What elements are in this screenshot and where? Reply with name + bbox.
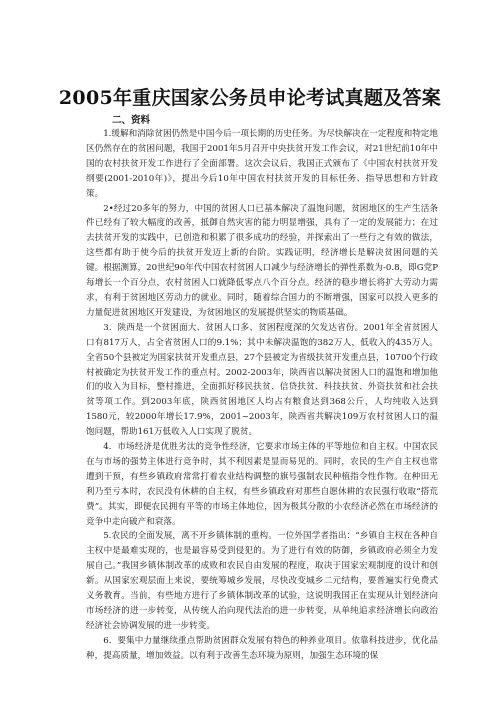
paragraph-3: 3．陕西是一个贫困面大、贫困人口多、贫困程度深的欠发达省份。2001年全省贫困人口有817万人，占全省贫困人口的9.1%；其中未解决温饱的382万人，低收入的435万人。全省50个县被定为国家扶贫开发重点县，27个县被定为省级扶贫开发重点县，10700个行政村被确定为扶贫开发工作的重点村。2002-2003年，陕西省以解决贫困人口的温饱和增加他们的收入为目标，整村推进，全面抓好移民扶贫、信贷扶贫、科技扶贫、外资扶贫和社会扶贫等项工作。到2003年底，陕西贫困地区人均占有粮食达到368公斤，人均纯收入达到1580元，较2000年增长17.9%，2001~2003年，陕西省共解决109万农村贫困人口的温饱问题，帮助161万低收入人口实现了脱贫。 bbox=[86, 322, 438, 438]
section-heading: 二、资料 bbox=[112, 115, 151, 126]
paragraph-1: 1.缓解和消除贫困仍然是中国今后一项长期的历史任务。为尽快解决在一定程度和特定地区仍然存在的贫困问题，我国于2001年5月召开中央扶贫开发工作会议，对21世纪前10年中国的农村扶贫开发工作进行了全面部署。这次会议后，我国正式颁布了《中国农村扶贫开发纲要(2001-2010年)》，提出今后10年中国农村扶贫开发的目标任务、指导思想和方针政策。 bbox=[86, 129, 438, 199]
document-title: 2005年重庆国家公务员申论考试真题及答案 bbox=[58, 87, 442, 109]
paragraph-6: 6．要集中力量继续重点帮助贫困群众发展有特色的种养业项目。依靠科技进步，优化品种，提高质量，增加效益。以有利于改善生态环境为原则，加强生态环境的保 bbox=[86, 635, 438, 661]
paragraph-2: 2•经过20多年的努力，中国的贫困人口已基本解决了温饱问题，贫困地区的生产生活条件已经有了较大幅度的改善，抵御自然灾害的能力明显增强，具有了一定的发展能力；在过去扶贫开发的实践中，已创造和积累了很多成功的经验，并探索出了一些行之有效的做法，这些都有助于使今后的扶贫开发迈上新的台阶。实践证明，经济增长是解决贫困问题的关键。根据测算，20世纪90年代中国农村贫困人口减少与经济增长的弹性系数为-0.8，即G党P每增长一个百分点，农村贫困人口就降低零点八个百分点。经济的稳步增长将扩大劳动力需求，有利于贫困地区劳动力的就业。同时，随着综合国力的不断增强，国家可以投入更多的力量促进贫困地区开发建设，为贫困地区的发展提供坚实的物质基础。 bbox=[86, 203, 438, 318]
paragraph-4: 4．市场经济是优胜劣汰的竞争性经济，它要求市场主体的平等地位和自主权。中国农民在与市场的强势主体进行竞争时，其不利因素是显而易见的。同时，农民的生产自主权也常遭到干预，有些乡镇政府常常打着农业结构调整的旗号强制农民种植指令性作物。在种田无利乃至亏本时，农民没有休耕的自主权，有些乡镇政府对那些自愿休耕的农民强行收取“搭荒费”。其实，即便农民拥有平等的市场主体地位，因为极其分散的小农经济必然在市场经济的竞争中走向破产和衰落。 bbox=[86, 442, 438, 527]
paragraph-5: 5.农民的全面发展，离不开乡镇体制的重构。一位外国学者指出：“乡镇自主权在各种自主权中是最难实现的，也是最容易受到侵犯的。为了进行有效的防御，乡镇政府必须全力发展自己。”我国乡镇体制改革的成败和农民自由发展的程度，取决于国家宏观制度的设计和创新。从国家宏观层面上来说，要统筹城乡发展，尽快改变城乡二元结构，要普遍实行免费式义务教育。当前，有些地方进行了乡镇体制改革的试验，这说明我国正在实现从计划经济向市场经济的进一步转变，从传统人治向现代法治的进一步转变，从单纯追求经济增长向政治经济社会协调发展的进一步转变。 bbox=[86, 531, 438, 631]
document-body bbox=[86, 127, 438, 702]
